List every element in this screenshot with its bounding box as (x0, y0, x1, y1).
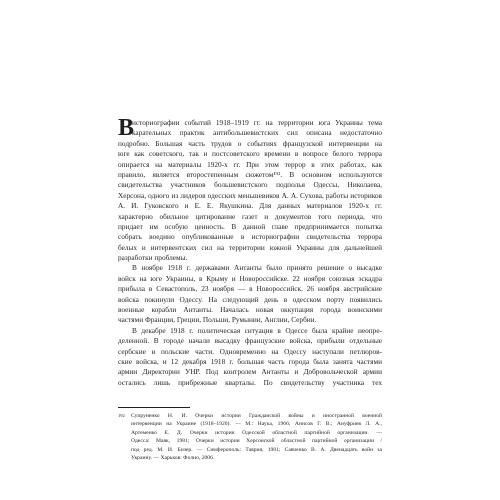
paragraph-3 (118, 326, 382, 388)
footnote-line: Артеменко Е. Д. Очерки истории Одесской областной партийной организации. — (131, 429, 382, 436)
text-line: В ноябре 1918 г. державами Антанты было принято решение о высадке (132, 263, 382, 273)
text-line: собрать воедино опубликованные в историографии свидетельства террора (118, 232, 382, 242)
text-line: разработки проблемы. (118, 253, 188, 263)
main-text (118, 115, 382, 388)
footnote-line: Одесса: Маяк, 1981; Очерки истории Херсонской областной партийной организации / (131, 438, 382, 445)
text-line: белых и интервентских сил на территории южной Украины для дальнейшей (118, 242, 382, 252)
footnote-number: 192 (118, 413, 125, 418)
paragraph-1 (118, 115, 382, 263)
text-line: характерно обильное цитирование газет и документов того периода, что (118, 211, 382, 221)
text-line: правило, является второстепенным сюжетом¹⁹². В основном используются (118, 169, 382, 179)
text-line: юге как советского, так и постсоветского времени в вопросе белого террора (118, 149, 382, 159)
text-line: В декабре 1918 г. политическая ситуация в Одессе была крайне неопре- (132, 325, 382, 335)
text-line: войск на юге Украины, в Крыму и Новороссийске. 22 ноября союзная эскадра (118, 273, 382, 283)
text-line: опирается на материалы 1920-х гг. При этом террор в этих работах, как (118, 159, 382, 169)
footnote-line: Украину. — Харьков: Фолио, 2006. (131, 454, 215, 461)
footnote-separator (118, 407, 190, 408)
text-line: войска покинули Одессу. На следующий день в одесском порту появились (118, 294, 382, 304)
text-line: ские войска, и 12 декабря 1918 г. большая часть города была занята частями (118, 356, 382, 366)
footnote-line: интервенции на Украине (1918–1920). — М.: Наука, 1966; Анисов Г. В.; Ануфриев Л. А., (131, 421, 382, 428)
text-line: деленной. В городе начали высадку французские войска, прибыли отдельные (118, 336, 382, 346)
text-line: сербские и польские части. Одновременно на Одессу наступали петлюров- (118, 346, 382, 356)
paragraph-2 (118, 263, 382, 325)
text-line: подробно. Большая часть трудов о событиях французской интервенции на (118, 138, 382, 148)
footnote (118, 412, 382, 462)
text-line: свидетельства участников большевистского подполья Одессы, Николаева, (118, 180, 382, 190)
footnote-line: под ред. М. И. Бизер. — Симферополь: Таврия, 1981; Савченко В. А. Двенадцать войн за (131, 446, 382, 453)
drop-cap: В (118, 115, 135, 141)
text-line: частями Франции, Греции, Польши, Румынии, Англии, Сербии. (118, 315, 317, 325)
text-line: придает им особую ценность. В данной главе предпринимается попытка (118, 221, 382, 231)
text-line: А. И. Гуковского и Е. Е. Якушкина. Для данных материалов 1920-х гг. (118, 201, 382, 211)
text-line: остались лишь прибрежные кварталы. По свидетельству участника тех (118, 377, 382, 387)
text-line: карательных практик антибольшевистских сил описана недостаточно (132, 128, 382, 138)
text-line: армии Директории УНР. Под контролем Антанты и Добровольческой армии (118, 367, 382, 377)
text-line: историографии событий 1918–1919 гг. на территории юга Украины тема (132, 118, 382, 127)
text-line: военные корабли Антанты. Началась новая оккупация города воинскими (118, 305, 382, 315)
footnote-line: Супруненко Н. И. Очерки истории Гражданской войны и иностранной военной (131, 413, 382, 419)
text-line: Херсона, одного из лидеров одесских меньшевиков А. А. Сухова, работы историков (118, 190, 382, 200)
text-line: прибыла в Севастополь, 23 ноября — в Новороссийск. 26 ноября австрийские (118, 284, 382, 294)
